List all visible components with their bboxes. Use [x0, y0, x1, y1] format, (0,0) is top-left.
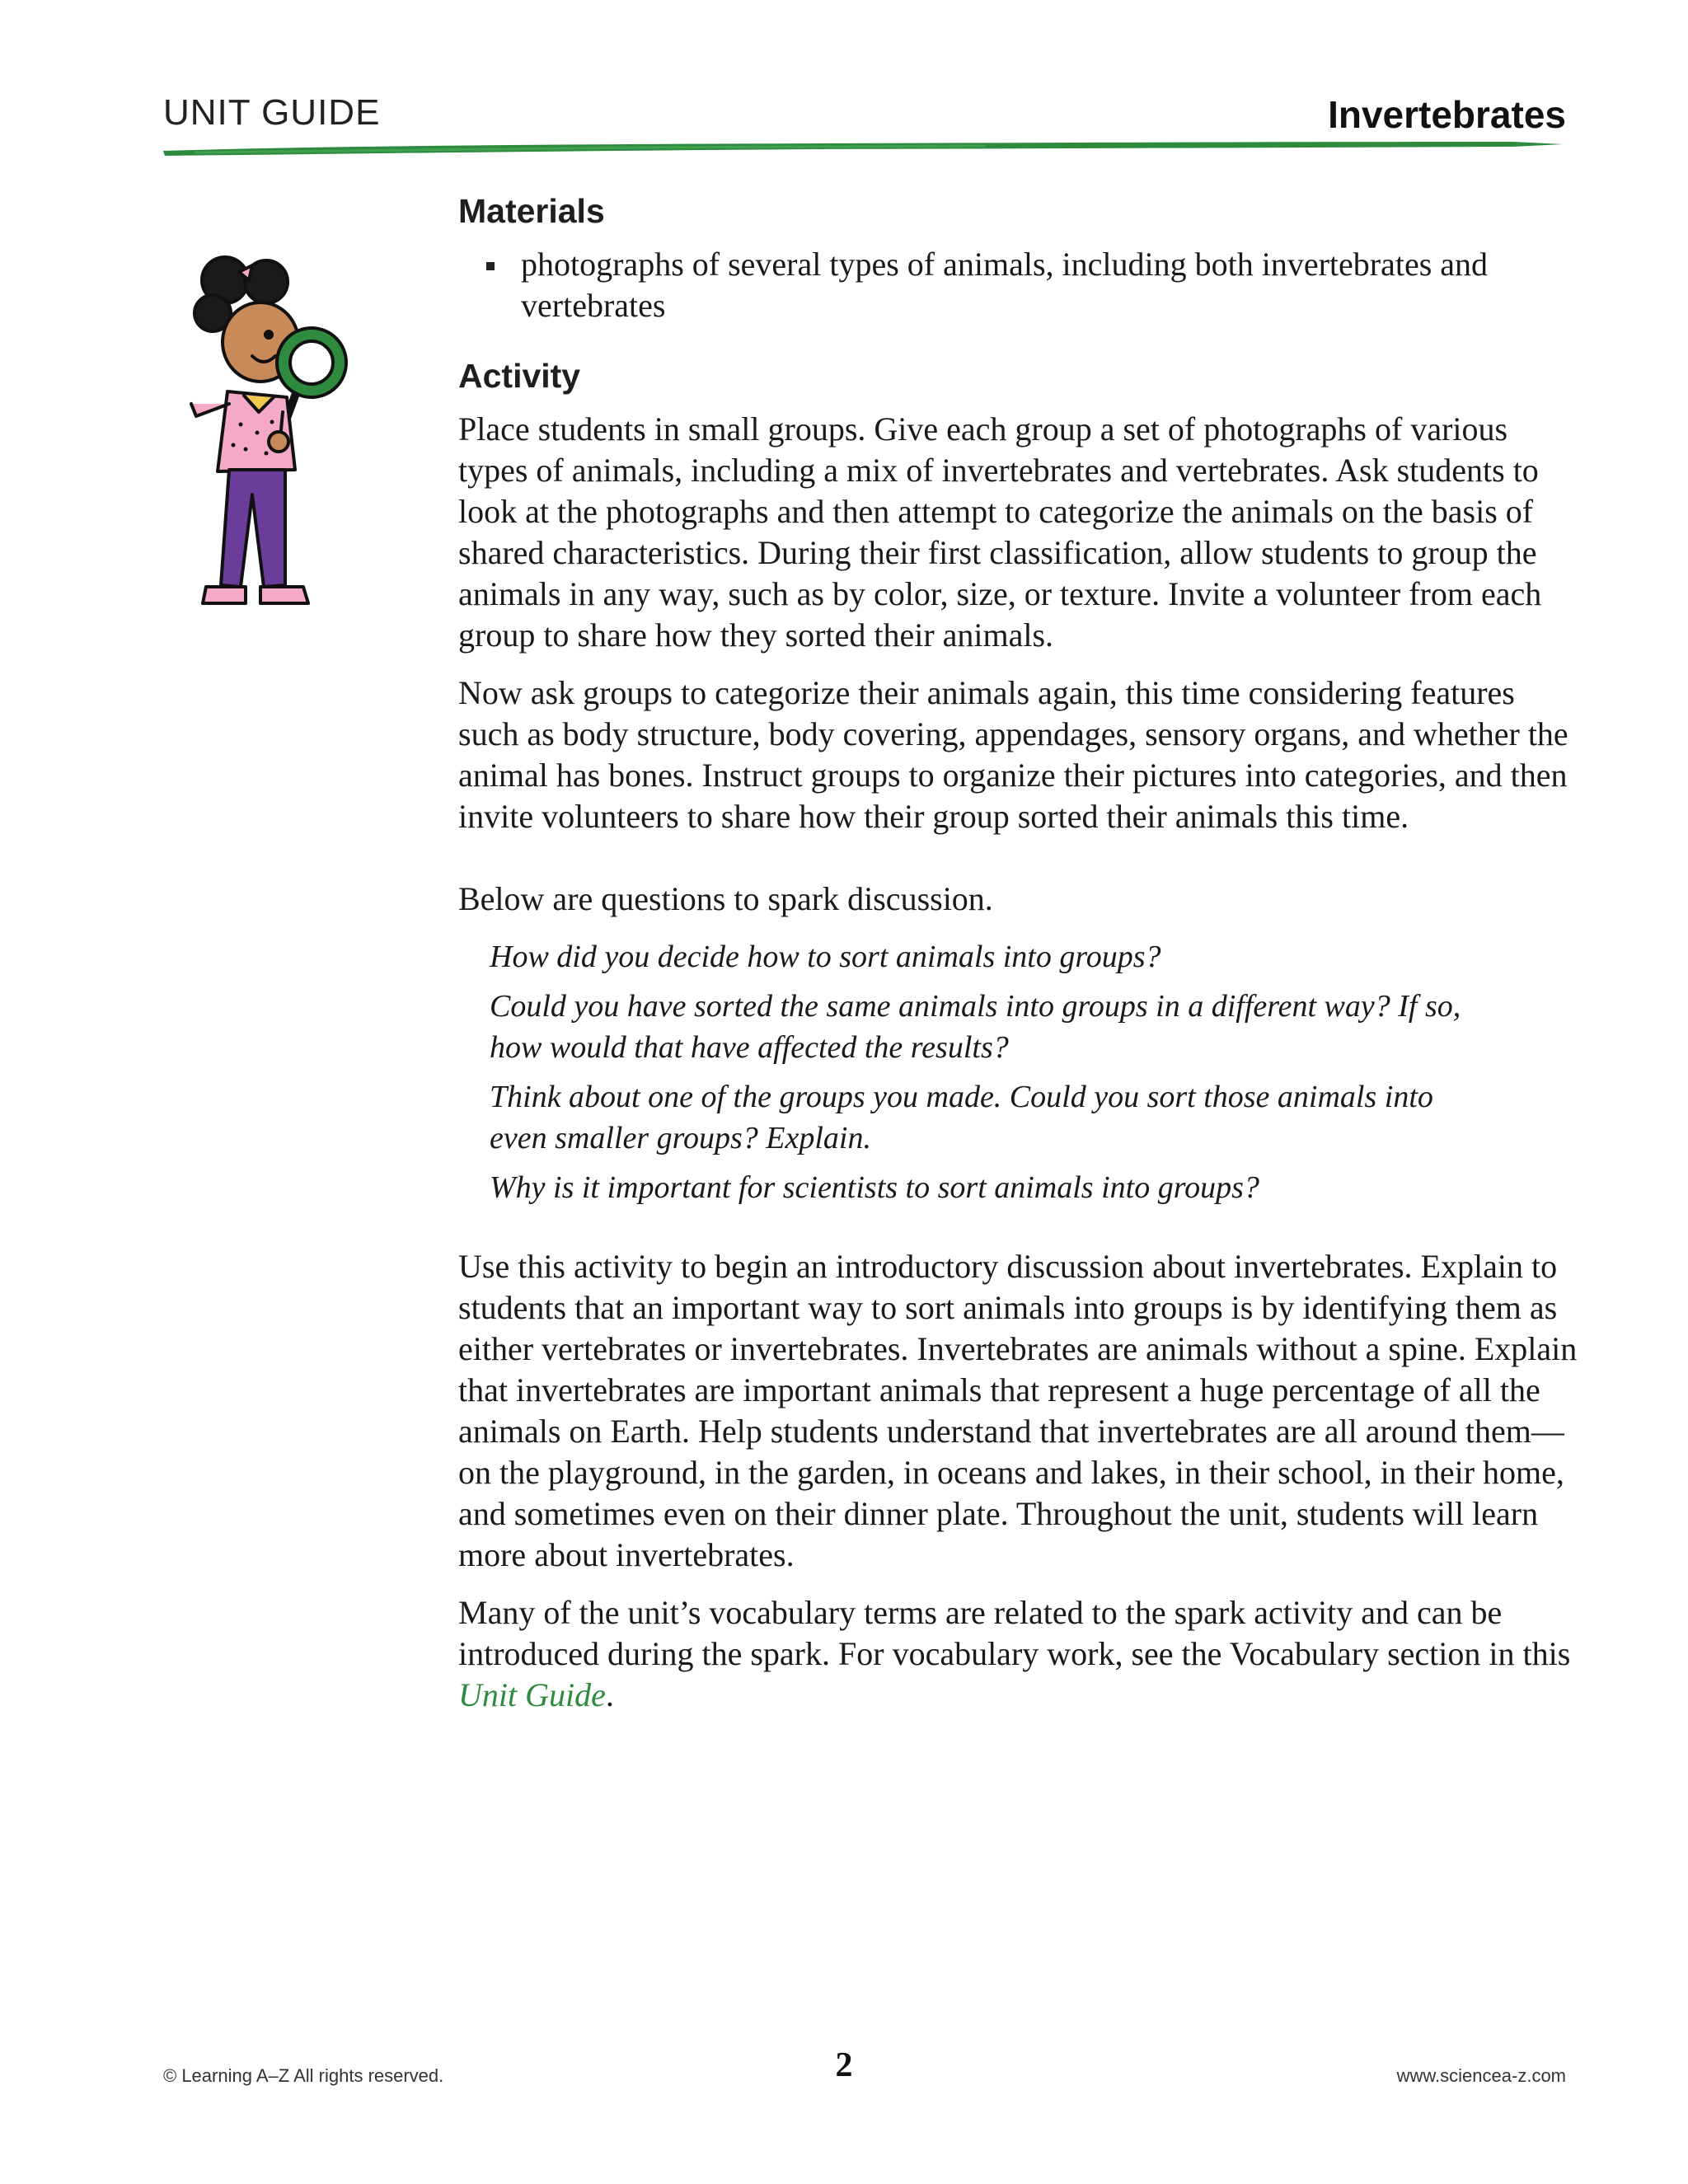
question-3: Think about one of the groups you made. Could you sort those animals into even smaller groups? Explain.: [490, 1080, 1433, 1155]
question-2: Could you have sorted the same animals into groups in a different way? If so, how would that have affected the results?: [490, 989, 1461, 1065]
activity-paragraph-1: Place students in small groups. Give each group a set of photographs of various types of animals, including a mix of invertebrates and vertebrates. Ask students to look at the photographs and then attempt to categorize the animals on the basis of shared characteristics. During their first classification, allow students to group the animals in any way, such as by color, size, or texture. Invite a volunteer from each group to share how they sorted their animals.: [458, 410, 1542, 654]
question-4: Why is it important for scientists to sort animals into groups?: [490, 1170, 1259, 1205]
vocabulary-text: Many of the unit’s vocabulary terms are related to the spark activity and can be introduced during the spark. For vocabulary work, see the Vocabulary section in this: [458, 1594, 1571, 1672]
footer-copyright: © Learning A–Z All rights reserved.: [163, 2065, 444, 2086]
materials-list-item: [458, 244, 1579, 326]
green-brush-divider: [162, 134, 1568, 159]
materials-heading: Materials: [458, 192, 605, 230]
vocabulary-end: .: [605, 1676, 614, 1713]
questions-intro: Below are questions to spark discussion.: [458, 880, 993, 917]
unit-guide-link[interactable]: Unit Guide: [458, 1676, 606, 1713]
materials-item-text: photographs of several types of animals, including both invertebrates and vertebrates: [521, 246, 1489, 324]
footer-url[interactable]: www.sciencea-z.com: [1396, 2065, 1566, 2086]
vocabulary-paragraph: [458, 1592, 1579, 1716]
question-1: How did you decide how to sort animals into groups?: [490, 940, 1161, 974]
girl-with-magnifying-glass-illustration: [188, 247, 353, 635]
main-content: [458, 190, 1579, 1732]
page-number: 2: [835, 2046, 853, 2084]
header-section-label: UNIT GUIDE: [163, 92, 381, 133]
discussion-questions: [490, 936, 1579, 1208]
intro-discussion-paragraph: Use this activity to begin an introductory discussion about invertebrates. Explain to students that an important way to sort animals into groups is by identifying them as either vertebrates or invertebrates. Invertebrates are animals without a spine. Explain that invertebrates are important animals that represent a huge percentage of all the animals on Earth. Help students understand that invertebrates are all around them—on the playground, in the garden, in oceans and lakes, in their school, in their home, and sometimes even on their dinner plate. Throughout the unit, students will learn more about invertebrates.: [458, 1248, 1578, 1573]
activity-heading: Activity: [458, 357, 581, 395]
bullet-square-icon: [486, 262, 495, 270]
header-title: Invertebrates: [1328, 93, 1566, 136]
activity-paragraph-2: Now ask groups to categorize their animals again, this time considering features such as body structure, body covering, appendages, sensory organs, and whether the animal has bones. Instruct groups to organize their pictures into categories, and then invite volunteers to share how their group sorted their animals this time.: [458, 674, 1568, 835]
